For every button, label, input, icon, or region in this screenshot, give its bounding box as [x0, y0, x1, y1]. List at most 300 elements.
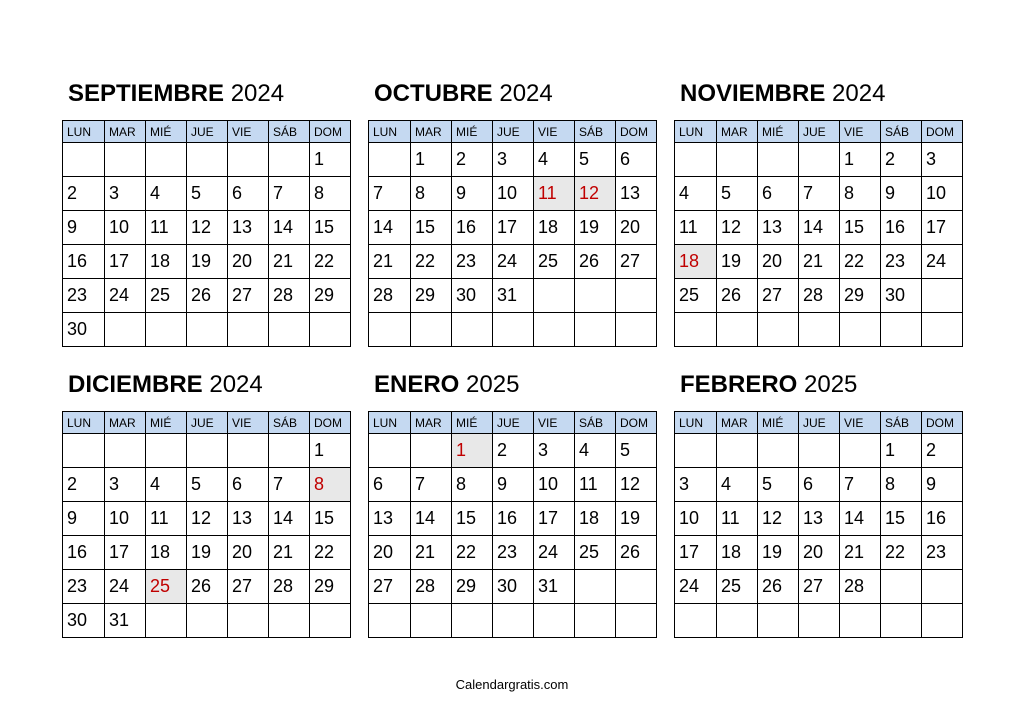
- empty-day-cell: [758, 313, 799, 347]
- week-row: [63, 211, 351, 245]
- day-cell: 24: [105, 570, 146, 604]
- empty-day-cell: [187, 604, 228, 638]
- day-cell: 7: [840, 468, 881, 502]
- day-cell: 3: [105, 468, 146, 502]
- weekday-label: LUN: [675, 121, 717, 143]
- day-cell: 28: [369, 279, 411, 313]
- day-cell: 6: [228, 177, 269, 211]
- day-cell: 11: [717, 502, 758, 536]
- empty-day-cell: [881, 570, 922, 604]
- week-row: [369, 143, 657, 177]
- day-cell: 27: [758, 279, 799, 313]
- empty-day-cell: [411, 313, 452, 347]
- day-cell: 28: [269, 279, 310, 313]
- day-cell: 5: [187, 177, 228, 211]
- day-cell: 27: [369, 570, 411, 604]
- weekday-label: DOM: [310, 412, 351, 434]
- day-cell: 16: [493, 502, 534, 536]
- weekday-label: VIE: [840, 412, 881, 434]
- empty-day-cell: [146, 434, 187, 468]
- week-row: [63, 434, 351, 468]
- empty-day-cell: [310, 604, 351, 638]
- day-cell: 17: [922, 211, 963, 245]
- day-cell: 27: [799, 570, 840, 604]
- day-cell: 28: [269, 570, 310, 604]
- day-cell: 16: [63, 536, 105, 570]
- empty-day-cell: [922, 279, 963, 313]
- day-cell: 3: [534, 434, 575, 468]
- week-row: [369, 245, 657, 279]
- day-cell: 3: [493, 143, 534, 177]
- day-cell: 8: [310, 177, 351, 211]
- day-cell: 9: [493, 468, 534, 502]
- weekday-label: LUN: [63, 412, 105, 434]
- day-cell: 12: [187, 211, 228, 245]
- empty-day-cell: [675, 143, 717, 177]
- week-row: [63, 143, 351, 177]
- week-row: [675, 245, 963, 279]
- day-cell: 30: [63, 313, 105, 347]
- empty-day-cell: [228, 313, 269, 347]
- month-table: [62, 120, 351, 347]
- day-cell: 6: [616, 143, 657, 177]
- day-cell: 4: [146, 177, 187, 211]
- empty-day-cell: [799, 313, 840, 347]
- month-title: [62, 76, 350, 112]
- day-cell: 5: [717, 177, 758, 211]
- day-cell: 20: [616, 211, 657, 245]
- week-row: [675, 143, 963, 177]
- month-title: [62, 367, 350, 403]
- week-row: [675, 604, 963, 638]
- empty-day-cell: [922, 313, 963, 347]
- day-cell: 25: [146, 279, 187, 313]
- empty-day-cell: [493, 604, 534, 638]
- week-row: [369, 177, 657, 211]
- day-cell: 1: [840, 143, 881, 177]
- day-cell: 27: [228, 279, 269, 313]
- day-cell: 21: [799, 245, 840, 279]
- empty-day-cell: [758, 434, 799, 468]
- month-name: OCTUBRE: [374, 80, 493, 107]
- weekday-label: DOM: [922, 121, 963, 143]
- week-row: [369, 570, 657, 604]
- week-row: [369, 536, 657, 570]
- day-cell: 2: [452, 143, 493, 177]
- weekday-label: VIE: [840, 121, 881, 143]
- day-cell: 22: [310, 245, 351, 279]
- day-cell: 19: [575, 211, 616, 245]
- month-enero: [368, 367, 656, 638]
- month-table: [368, 120, 657, 347]
- day-cell: 15: [840, 211, 881, 245]
- day-cell: 25: [575, 536, 616, 570]
- day-cell: 3: [105, 177, 146, 211]
- day-cell: 28: [799, 279, 840, 313]
- day-cell: 30: [493, 570, 534, 604]
- empty-day-cell: [717, 434, 758, 468]
- empty-day-cell: [269, 313, 310, 347]
- day-cell: 11: [675, 211, 717, 245]
- empty-day-cell: [228, 143, 269, 177]
- week-row: [63, 536, 351, 570]
- day-cell: 24: [922, 245, 963, 279]
- empty-day-cell: [717, 313, 758, 347]
- day-cell: 16: [881, 211, 922, 245]
- week-row: [675, 279, 963, 313]
- weekday-label: DOM: [922, 412, 963, 434]
- week-row: [675, 502, 963, 536]
- empty-day-cell: [369, 604, 411, 638]
- empty-day-cell: [369, 143, 411, 177]
- week-row: [63, 570, 351, 604]
- day-cell: 8: [840, 177, 881, 211]
- week-row: [63, 245, 351, 279]
- week-row: [369, 434, 657, 468]
- empty-day-cell: [269, 143, 310, 177]
- month-name: NOVIEMBRE: [680, 80, 826, 107]
- empty-day-cell: [534, 279, 575, 313]
- day-cell: 1: [310, 143, 351, 177]
- day-cell: 30: [881, 279, 922, 313]
- empty-day-cell: [616, 570, 657, 604]
- day-cell: 2: [922, 434, 963, 468]
- month-name: SEPTIEMBRE: [68, 80, 225, 107]
- day-cell: 8: [411, 177, 452, 211]
- day-cell: 25: [534, 245, 575, 279]
- empty-day-cell: [411, 604, 452, 638]
- day-cell: 16: [922, 502, 963, 536]
- empty-day-cell: [146, 313, 187, 347]
- day-cell: 18: [146, 536, 187, 570]
- day-cell: 19: [717, 245, 758, 279]
- day-cell: 10: [534, 468, 575, 502]
- day-cell: 31: [105, 604, 146, 638]
- day-cell: 7: [799, 177, 840, 211]
- day-cell: 20: [369, 536, 411, 570]
- holiday-day-cell: 12: [575, 177, 616, 211]
- day-cell: 16: [452, 211, 493, 245]
- empty-day-cell: [63, 143, 105, 177]
- month-title: [674, 76, 962, 112]
- weekday-label: JUE: [493, 412, 534, 434]
- weekday-label: MIÉ: [758, 412, 799, 434]
- week-row: [63, 313, 351, 347]
- day-cell: 26: [616, 536, 657, 570]
- day-cell: 24: [105, 279, 146, 313]
- empty-day-cell: [575, 279, 616, 313]
- day-cell: 13: [369, 502, 411, 536]
- day-cell: 31: [493, 279, 534, 313]
- day-cell: 8: [881, 468, 922, 502]
- day-cell: 14: [799, 211, 840, 245]
- empty-day-cell: [881, 313, 922, 347]
- day-cell: 4: [675, 177, 717, 211]
- empty-day-cell: [452, 313, 493, 347]
- empty-day-cell: [105, 313, 146, 347]
- day-cell: 18: [146, 245, 187, 279]
- month-diciembre: [62, 367, 350, 638]
- day-cell: 14: [411, 502, 452, 536]
- day-cell: 14: [269, 211, 310, 245]
- weekday-label: SÁB: [881, 121, 922, 143]
- empty-day-cell: [675, 313, 717, 347]
- weekday-label: VIE: [534, 412, 575, 434]
- empty-day-cell: [228, 604, 269, 638]
- day-cell: 6: [758, 177, 799, 211]
- day-cell: 2: [63, 177, 105, 211]
- weekday-label: MAR: [411, 412, 452, 434]
- day-cell: 1: [411, 143, 452, 177]
- empty-day-cell: [411, 434, 452, 468]
- day-cell: 24: [675, 570, 717, 604]
- empty-day-cell: [269, 434, 310, 468]
- day-cell: 7: [269, 177, 310, 211]
- weekday-label: LUN: [369, 412, 411, 434]
- empty-day-cell: [675, 434, 717, 468]
- day-cell: 11: [146, 211, 187, 245]
- weekday-label: JUE: [187, 412, 228, 434]
- empty-day-cell: [758, 143, 799, 177]
- empty-day-cell: [369, 313, 411, 347]
- day-cell: 26: [187, 570, 228, 604]
- weekday-header-row: [369, 121, 657, 143]
- day-cell: 5: [575, 143, 616, 177]
- empty-day-cell: [310, 313, 351, 347]
- weekday-label: VIE: [534, 121, 575, 143]
- day-cell: 19: [187, 245, 228, 279]
- day-cell: 13: [758, 211, 799, 245]
- day-cell: 22: [840, 245, 881, 279]
- day-cell: 29: [310, 570, 351, 604]
- empty-day-cell: [616, 313, 657, 347]
- empty-day-cell: [369, 434, 411, 468]
- month-name: FEBRERO: [680, 371, 798, 398]
- day-cell: 10: [922, 177, 963, 211]
- empty-day-cell: [63, 434, 105, 468]
- day-cell: 12: [187, 502, 228, 536]
- day-cell: 1: [310, 434, 351, 468]
- day-cell: 15: [411, 211, 452, 245]
- month-table: [368, 411, 657, 638]
- weekday-header-row: [675, 412, 963, 434]
- month-year: 2024: [209, 371, 263, 398]
- empty-day-cell: [105, 434, 146, 468]
- day-cell: 22: [310, 536, 351, 570]
- day-cell: 22: [452, 536, 493, 570]
- day-cell: 7: [411, 468, 452, 502]
- day-cell: 12: [717, 211, 758, 245]
- day-cell: 9: [63, 502, 105, 536]
- day-cell: 2: [63, 468, 105, 502]
- weekday-label: DOM: [616, 412, 657, 434]
- month-name: ENERO: [374, 371, 460, 398]
- day-cell: 13: [228, 502, 269, 536]
- day-cell: 20: [758, 245, 799, 279]
- day-cell: 13: [228, 211, 269, 245]
- day-cell: 21: [411, 536, 452, 570]
- month-octubre: [368, 76, 656, 347]
- day-cell: 6: [799, 468, 840, 502]
- day-cell: 22: [881, 536, 922, 570]
- day-cell: 12: [616, 468, 657, 502]
- week-row: [63, 468, 351, 502]
- week-row: [63, 177, 351, 211]
- week-row: [675, 434, 963, 468]
- day-cell: 21: [269, 245, 310, 279]
- empty-day-cell: [675, 604, 717, 638]
- day-cell: 1: [881, 434, 922, 468]
- empty-day-cell: [146, 604, 187, 638]
- day-cell: 23: [881, 245, 922, 279]
- weekday-label: SÁB: [269, 412, 310, 434]
- month-year: 2024: [499, 80, 553, 107]
- empty-day-cell: [187, 143, 228, 177]
- day-cell: 26: [717, 279, 758, 313]
- weekday-label: MAR: [717, 412, 758, 434]
- day-cell: 3: [675, 468, 717, 502]
- day-cell: 10: [675, 502, 717, 536]
- day-cell: 17: [105, 536, 146, 570]
- week-row: [369, 279, 657, 313]
- day-cell: 19: [758, 536, 799, 570]
- week-row: [369, 211, 657, 245]
- day-cell: 26: [575, 245, 616, 279]
- week-row: [369, 604, 657, 638]
- day-cell: 14: [269, 502, 310, 536]
- day-cell: 26: [187, 279, 228, 313]
- day-cell: 18: [534, 211, 575, 245]
- weekday-label: MIÉ: [452, 412, 493, 434]
- day-cell: 23: [63, 570, 105, 604]
- day-cell: 5: [187, 468, 228, 502]
- day-cell: 20: [228, 536, 269, 570]
- day-cell: 13: [616, 177, 657, 211]
- weekday-label: MAR: [717, 121, 758, 143]
- month-table: [674, 120, 963, 347]
- weekday-header-row: [63, 412, 351, 434]
- day-cell: 30: [452, 279, 493, 313]
- day-cell: 28: [840, 570, 881, 604]
- empty-day-cell: [575, 313, 616, 347]
- day-cell: 27: [616, 245, 657, 279]
- day-cell: 3: [922, 143, 963, 177]
- day-cell: 19: [616, 502, 657, 536]
- day-cell: 7: [369, 177, 411, 211]
- month-febrero: [674, 367, 962, 638]
- day-cell: 29: [411, 279, 452, 313]
- empty-day-cell: [799, 143, 840, 177]
- day-cell: 5: [616, 434, 657, 468]
- weekday-label: MAR: [105, 412, 146, 434]
- day-cell: 24: [493, 245, 534, 279]
- empty-day-cell: [616, 604, 657, 638]
- empty-day-cell: [575, 570, 616, 604]
- empty-day-cell: [493, 313, 534, 347]
- empty-day-cell: [187, 313, 228, 347]
- day-cell: 17: [675, 536, 717, 570]
- day-cell: 29: [310, 279, 351, 313]
- weekday-label: SÁB: [575, 412, 616, 434]
- day-cell: 4: [575, 434, 616, 468]
- day-cell: 2: [493, 434, 534, 468]
- holiday-day-cell: 8: [310, 468, 351, 502]
- week-row: [63, 279, 351, 313]
- day-cell: 4: [717, 468, 758, 502]
- month-year: 2024: [230, 80, 285, 107]
- weekday-label: JUE: [799, 121, 840, 143]
- week-row: [675, 570, 963, 604]
- empty-day-cell: [452, 604, 493, 638]
- weekday-label: MIÉ: [146, 121, 187, 143]
- empty-day-cell: [575, 604, 616, 638]
- day-cell: 15: [310, 211, 351, 245]
- holiday-day-cell: 1: [452, 434, 493, 468]
- weekday-label: VIE: [228, 121, 269, 143]
- weekday-label: SÁB: [881, 412, 922, 434]
- day-cell: 29: [840, 279, 881, 313]
- empty-day-cell: [758, 604, 799, 638]
- day-cell: 27: [228, 570, 269, 604]
- month-year: 2025: [466, 371, 520, 398]
- day-cell: 10: [105, 211, 146, 245]
- weekday-label: MAR: [411, 121, 452, 143]
- day-cell: 18: [717, 536, 758, 570]
- empty-day-cell: [228, 434, 269, 468]
- weekday-label: VIE: [228, 412, 269, 434]
- day-cell: 23: [493, 536, 534, 570]
- empty-day-cell: [146, 143, 187, 177]
- empty-day-cell: [534, 313, 575, 347]
- day-cell: 23: [63, 279, 105, 313]
- day-cell: 16: [63, 245, 105, 279]
- empty-day-cell: [881, 604, 922, 638]
- day-cell: 10: [493, 177, 534, 211]
- holiday-day-cell: 18: [675, 245, 717, 279]
- day-cell: 13: [799, 502, 840, 536]
- weekday-label: SÁB: [269, 121, 310, 143]
- day-cell: 9: [63, 211, 105, 245]
- day-cell: 19: [187, 536, 228, 570]
- week-row: [675, 536, 963, 570]
- day-cell: 15: [881, 502, 922, 536]
- day-cell: 29: [452, 570, 493, 604]
- day-cell: 4: [534, 143, 575, 177]
- week-row: [369, 313, 657, 347]
- day-cell: 8: [452, 468, 493, 502]
- empty-day-cell: [717, 143, 758, 177]
- week-row: [63, 502, 351, 536]
- day-cell: 17: [105, 245, 146, 279]
- weekday-label: DOM: [616, 121, 657, 143]
- empty-day-cell: [799, 604, 840, 638]
- day-cell: 14: [369, 211, 411, 245]
- weekday-label: MIÉ: [146, 412, 187, 434]
- empty-day-cell: [105, 143, 146, 177]
- day-cell: 9: [922, 468, 963, 502]
- empty-day-cell: [840, 313, 881, 347]
- weekday-label: SÁB: [575, 121, 616, 143]
- day-cell: 12: [758, 502, 799, 536]
- weekday-label: LUN: [369, 121, 411, 143]
- weekday-label: MIÉ: [452, 121, 493, 143]
- day-cell: 9: [452, 177, 493, 211]
- day-cell: 7: [269, 468, 310, 502]
- empty-day-cell: [840, 604, 881, 638]
- month-septiembre: [62, 76, 350, 347]
- day-cell: 24: [534, 536, 575, 570]
- weekday-header-row: [63, 121, 351, 143]
